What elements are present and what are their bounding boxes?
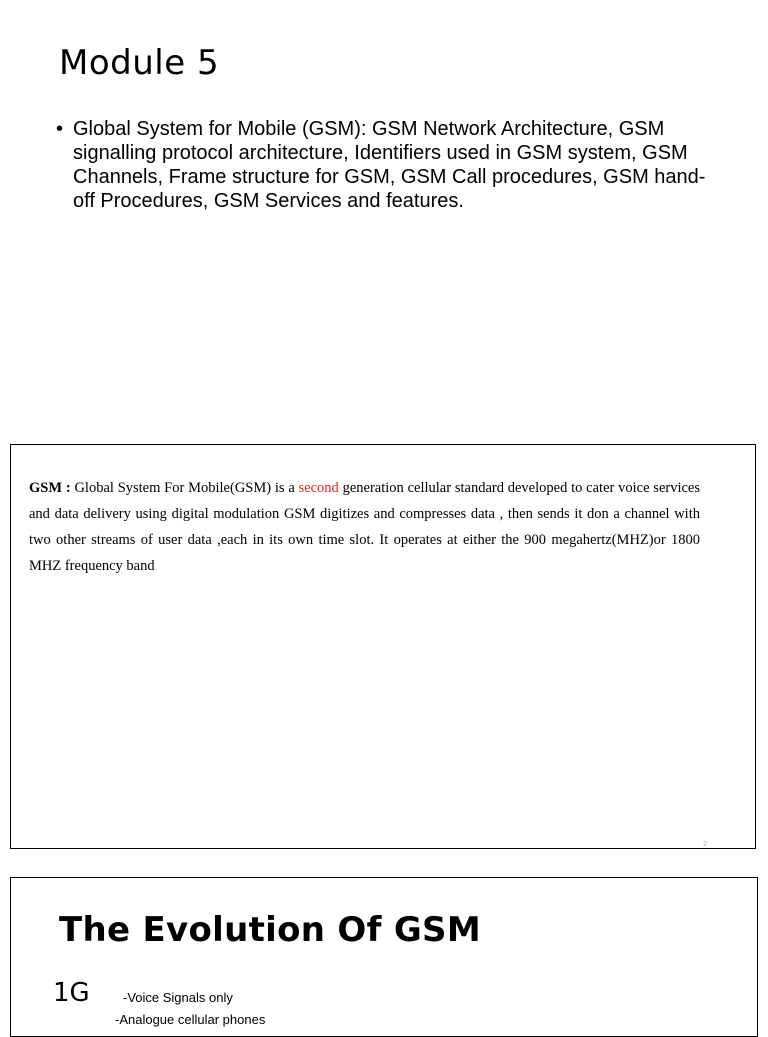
- slide-module-5: [0, 0, 768, 440]
- generation-detail: -Analogue cellular phones: [115, 1012, 266, 1027]
- generation-label: 1G: [53, 978, 90, 1008]
- bullet-marker: •: [56, 118, 64, 140]
- slide-title: The Evolution Of GSM: [59, 910, 481, 950]
- highlight-word: second: [298, 480, 339, 496]
- generation-detail: -Voice Signals only: [123, 990, 233, 1005]
- bullet-text: Global System for Mobile (GSM): GSM Network Architecture, GSM signalling protocol architecture, Identifiers used in GSM system, GSM Channels, Frame structure for GSM, GSM Call procedures, GSM hand-off Procedures, GSM Services and features.: [73, 118, 706, 212]
- slide-title: Module 5: [59, 43, 220, 83]
- definition-text-start: Global System For Mobile(GSM) is a: [70, 480, 299, 496]
- bullet-list: [56, 117, 716, 213]
- page-number: 2: [703, 841, 707, 848]
- gsm-definition-paragraph: [29, 475, 700, 579]
- slide-evolution-of-gsm: [10, 877, 758, 1037]
- bullet-item: [56, 117, 716, 213]
- definition-text-end: generation cellular standard developed to cater voice services and data delivery using digital modulation GSM digitizes and compresses data , then sends it don a channel with two other streams of user data ,each in its own time slot. It operates at either the 900 megahertz(MHZ)or 1800 MHZ frequency band: [29, 480, 701, 574]
- slide-gsm-definition: [10, 444, 756, 849]
- gsm-term: GSM :: [29, 480, 71, 496]
